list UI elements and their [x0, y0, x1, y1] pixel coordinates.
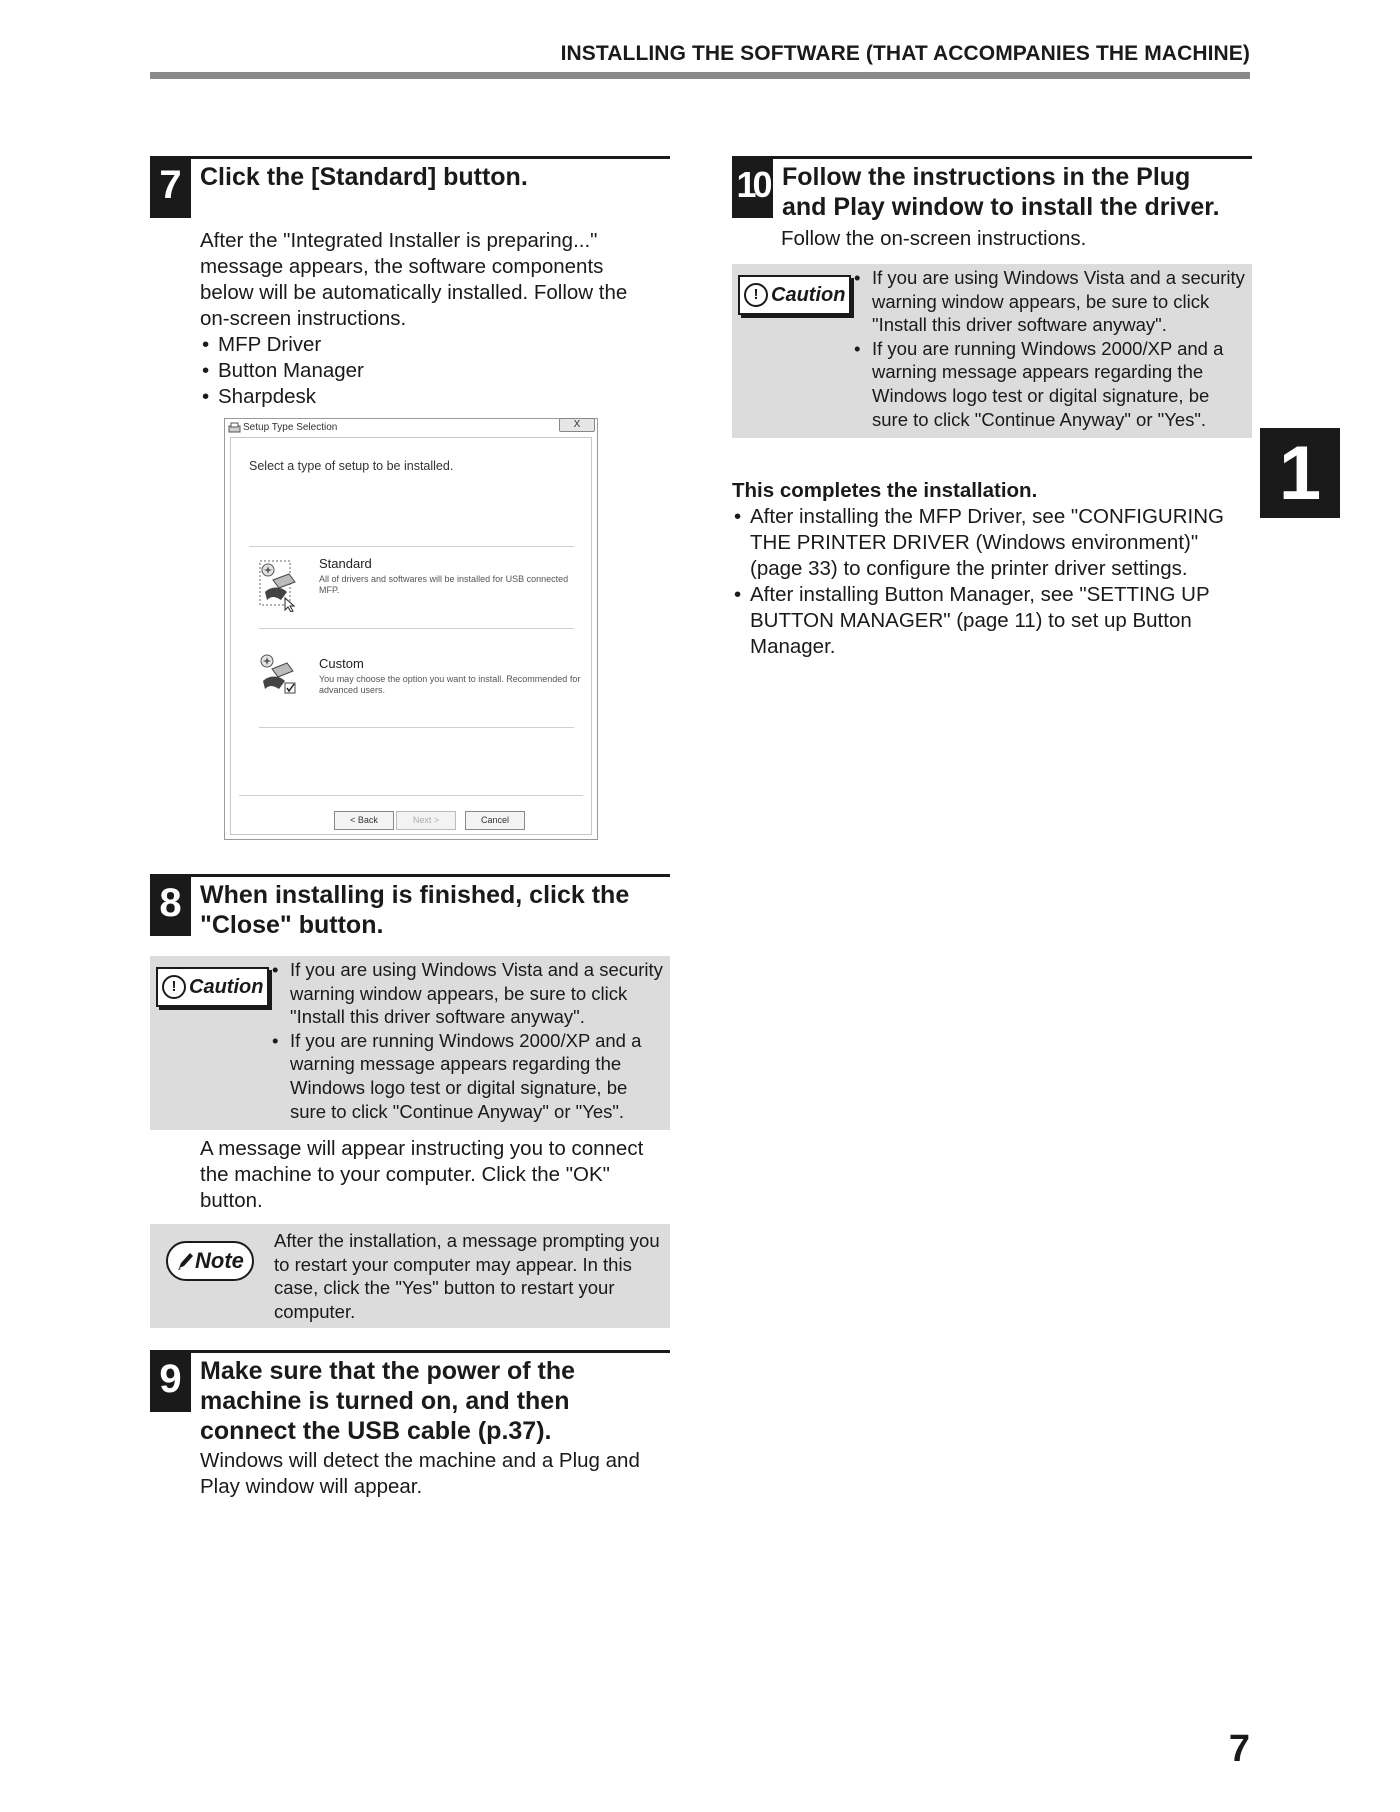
step-number: 9: [150, 1353, 191, 1412]
custom-option-description: You may choose the option you want to install. Recommended for advanced users.: [319, 674, 581, 695]
step-title-line: "Close" button.: [200, 911, 384, 939]
exclamation-icon: !: [162, 975, 186, 999]
running-header: INSTALLING THE SOFTWARE (THAT ACCOMPANIES THE MACHINE): [560, 42, 1250, 65]
list-item: • If you are using Windows Vista and a security warning window appears, be sure to click "Install this driver software anyway".: [852, 266, 1250, 337]
step-title: Click the [Standard] button.: [200, 163, 528, 191]
custom-setup-icon: [259, 653, 299, 697]
component-list: [200, 332, 660, 410]
setup-type-dialog: [224, 418, 598, 840]
step-9-body: Windows will detect the machine and a Plug and Play window will appear.: [200, 1449, 640, 1498]
step-number: 10: [732, 159, 773, 218]
step-number: 8: [150, 877, 191, 936]
separator: [249, 546, 574, 547]
list-item: • MFP Driver: [200, 332, 660, 358]
standard-setup-icon: [259, 560, 307, 612]
step-title-line: Follow the instructions in the Plug: [782, 163, 1191, 191]
chapter-tab: 1: [1260, 428, 1340, 518]
step-9: [150, 1350, 670, 1445]
step-title-line: connect the USB cable (p.37).: [200, 1417, 552, 1445]
step-title-line: machine is turned on, and then: [200, 1387, 570, 1415]
dialog-title: Setup Type Selection: [243, 422, 338, 433]
next-button[interactable]: Next >: [396, 811, 456, 830]
completion-list: [732, 504, 1252, 660]
list-item: • After installing Button Manager, see "SETTING UP BUTTON MANAGER" (page 11) to set up Button Manager.: [732, 582, 1252, 660]
step-7-paragraph: After the "Integrated Installer is preparing..." message appears, the software components below will be automatically installed. Follow the on-screen instructions.: [200, 229, 628, 330]
caution-items: [852, 266, 1250, 431]
separator: [259, 727, 574, 728]
list-item: • If you are running Windows 2000/XP and a warning message appears regarding the Windows logo test or digital signature, be sure to click "Continue Anyway" or "Yes".: [852, 337, 1250, 431]
step-title: [200, 1356, 575, 1446]
caution-box: [150, 956, 670, 1130]
dialog-body: [230, 437, 592, 835]
standard-option-description: All of drivers and softwares will be installed for USB connected MFP.: [319, 574, 569, 595]
step-rule: [150, 874, 670, 877]
caution-badge: [156, 967, 269, 1007]
note-label: Note: [195, 1248, 244, 1273]
caution-items: [270, 958, 668, 1123]
cancel-button[interactable]: Cancel: [465, 811, 525, 830]
dialog-titlebar: [225, 419, 597, 437]
installer-app-icon: [228, 422, 241, 434]
note-badge: [166, 1241, 254, 1281]
step-rule: [732, 156, 1252, 159]
step-rule: [150, 156, 670, 159]
list-item: • If you are running Windows 2000/XP and a warning message appears regarding the Windows logo test or digital signature, be sure to click "Continue Anyway" or "Yes".: [270, 1029, 668, 1123]
completion-heading: This completes the installation.: [732, 479, 1038, 502]
step-title-line: and Play window to install the driver.: [782, 193, 1220, 221]
step-title: [782, 162, 1220, 222]
completion-section: [732, 478, 1252, 660]
step-number: 7: [150, 159, 191, 218]
back-button[interactable]: < Back: [334, 811, 394, 830]
step-title: [200, 880, 629, 940]
header-rule: [150, 72, 1250, 79]
close-button[interactable]: X: [559, 418, 595, 432]
step-10: [732, 156, 1252, 220]
exclamation-icon: !: [744, 283, 768, 307]
step-8: [150, 874, 670, 938]
standard-option-title: Standard: [319, 556, 372, 571]
note-box: [150, 1224, 670, 1328]
caution-badge: [738, 275, 851, 315]
custom-option-title: Custom: [319, 656, 364, 671]
list-item: • If you are using Windows Vista and a security warning window appears, be sure to click "Install this driver software anyway".: [270, 958, 668, 1029]
list-item: • Sharpdesk: [200, 384, 660, 410]
step-title-line: Make sure that the power of the: [200, 1357, 576, 1385]
list-item: • Button Manager: [200, 358, 660, 384]
step-8-body: A message will appear instructing you to connect the machine to your computer. Click the "OK" button.: [200, 1137, 644, 1212]
note-text: After the installation, a message prompting you to restart your computer may appear. In this case, click the "Yes" button to restart your computer.: [274, 1230, 660, 1322]
separator: [259, 628, 574, 629]
pencil-icon: [176, 1251, 194, 1271]
caution-box: [732, 264, 1252, 438]
step-7: [150, 156, 670, 220]
caution-label: Caution: [771, 283, 846, 306]
separator: [239, 795, 583, 796]
step-7-body: [200, 228, 660, 410]
step-rule: [150, 1350, 670, 1353]
list-item: • After installing the MFP Driver, see "CONFIGURING THE PRINTER DRIVER (Windows environment)" (page 33) to configure the printer driver settings.: [732, 504, 1252, 582]
step-title-line: When installing is finished, click the: [200, 881, 630, 909]
page-number: 7: [1228, 1728, 1250, 1770]
caution-label: Caution: [189, 975, 264, 998]
step-10-body: Follow the on-screen instructions.: [781, 227, 1087, 250]
dialog-prompt: Select a type of setup to be installed.: [249, 459, 454, 473]
